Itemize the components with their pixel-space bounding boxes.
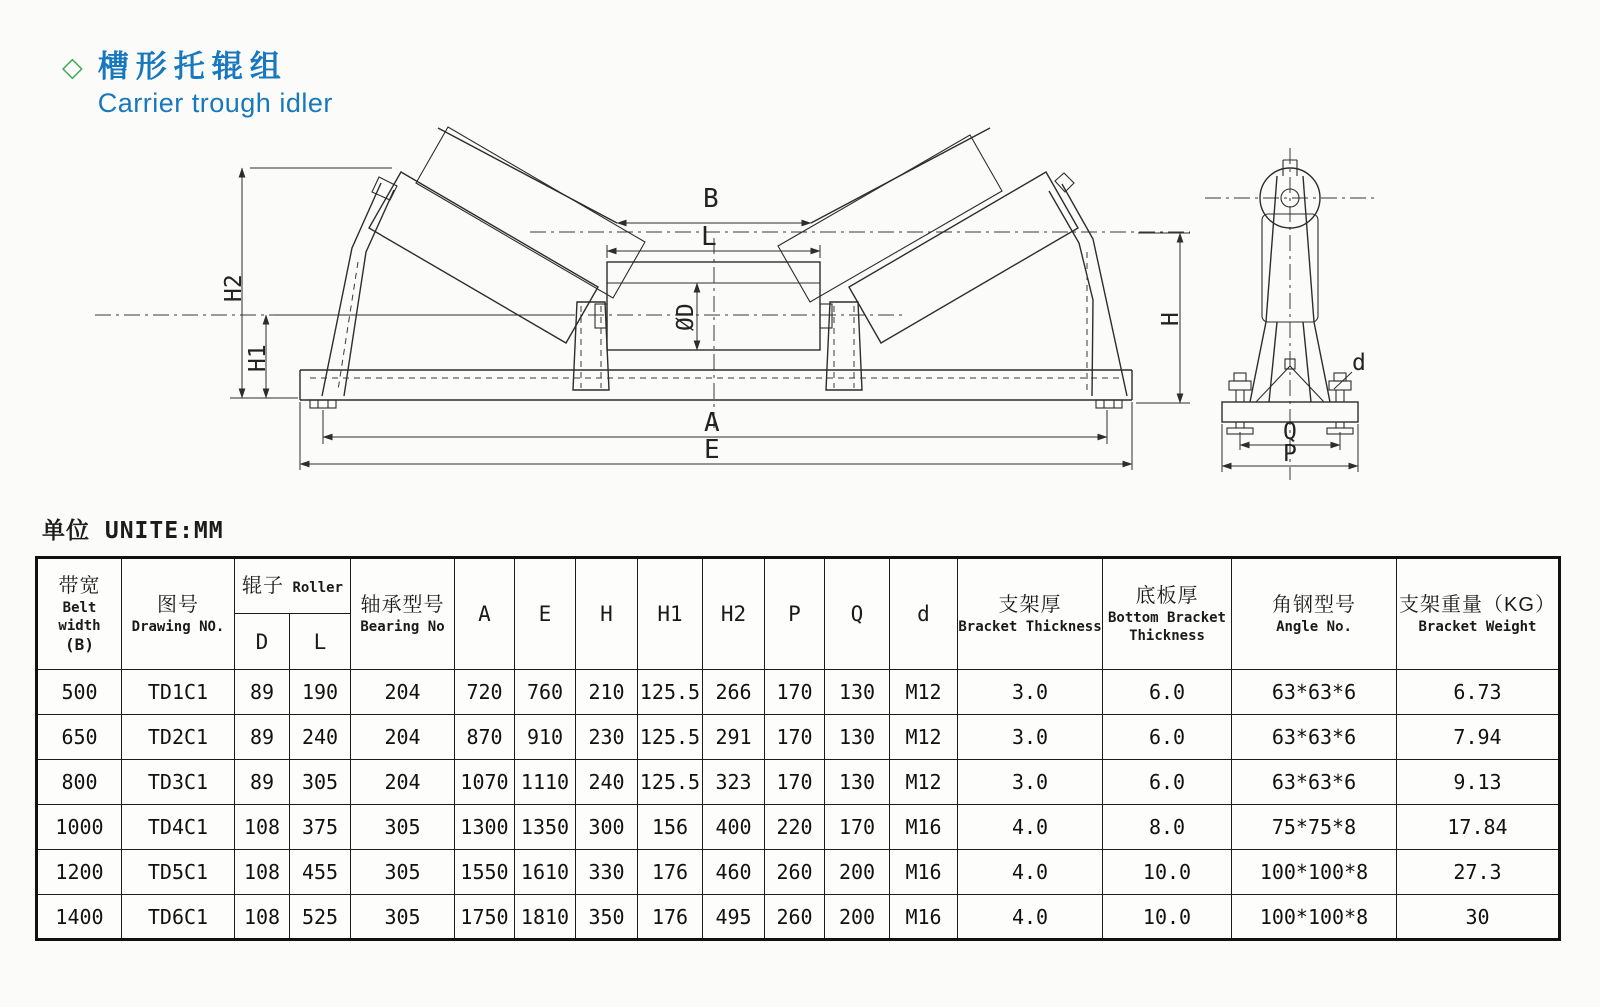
dim-label-D: ØD: [673, 303, 699, 331]
table-cell: 1400: [37, 895, 122, 940]
dim-label-P: P: [1283, 441, 1297, 467]
front-view: [95, 127, 1190, 470]
col-header-roller-L: L: [290, 614, 351, 670]
spec-table-body: [37, 670, 1560, 940]
table-cell: 170: [765, 715, 825, 760]
table-cell: 1350: [515, 805, 576, 850]
table-cell: 130: [825, 760, 890, 805]
left-outer-arm: [322, 177, 397, 396]
table-cell: 4.0: [958, 895, 1103, 940]
table-cell: 27.3: [1397, 850, 1560, 895]
col-header-P: P: [765, 558, 825, 670]
col-header-H: H: [576, 558, 638, 670]
table-cell: 10.0: [1103, 850, 1232, 895]
base-frame: [300, 370, 1132, 408]
table-cell: TD3C1: [122, 760, 235, 805]
right-outer-arm: [1049, 173, 1127, 396]
table-cell: 350: [576, 895, 638, 940]
table-cell: 130: [825, 670, 890, 715]
col-header-H2: H2: [703, 558, 765, 670]
table-cell: 89: [235, 715, 290, 760]
table-cell: 1550: [455, 850, 515, 895]
table-cell: 650: [37, 715, 122, 760]
table-cell: 30: [1397, 895, 1560, 940]
col-header-E: E: [515, 558, 576, 670]
table-cell: TD4C1: [122, 805, 235, 850]
dim-label-H2: H2: [221, 274, 247, 302]
col-header-drawing-no: 图号 Drawing NO.: [122, 558, 235, 670]
table-cell: 3.0: [958, 760, 1103, 805]
table-cell: TD6C1: [122, 895, 235, 940]
table-cell: 200: [825, 895, 890, 940]
unit-label: 单位 UNITE:MM: [42, 518, 224, 544]
table-cell: 305: [290, 760, 351, 805]
table-cell: 200: [825, 850, 890, 895]
table-cell: 10.0: [1103, 895, 1232, 940]
diamond-icon: ◇: [62, 52, 83, 82]
table-cell: 125.5: [638, 760, 703, 805]
table-cell: 4.0: [958, 850, 1103, 895]
dim-label-d: d: [1352, 350, 1366, 376]
table-cell: 6.73: [1397, 670, 1560, 715]
table-cell: 323: [703, 760, 765, 805]
table-cell: 125.5: [638, 670, 703, 715]
table-row: [37, 895, 1560, 940]
table-cell: 1070: [455, 760, 515, 805]
left-roller-near: [369, 172, 598, 343]
table-cell: 6.0: [1103, 760, 1232, 805]
table-cell: 6.0: [1103, 715, 1232, 760]
table-cell: 204: [351, 760, 455, 805]
table-cell: 17.84: [1397, 805, 1560, 850]
table-cell: 176: [638, 895, 703, 940]
table-cell: 305: [351, 805, 455, 850]
table-row: [37, 715, 1560, 760]
col-header-angle-no: 角钢型号 Angle No.: [1232, 558, 1397, 670]
col-header-bracket-thickness: 支架厚 Bracket Thickness: [958, 558, 1103, 670]
table-cell: 8.0: [1103, 805, 1232, 850]
table-cell: 455: [290, 850, 351, 895]
table-cell: 63*63*6: [1232, 715, 1397, 760]
table-cell: 500: [37, 670, 122, 715]
table-cell: 800: [37, 760, 122, 805]
table-cell: 760: [515, 670, 576, 715]
table-cell: 6.0: [1103, 670, 1232, 715]
table-cell: 125.5: [638, 715, 703, 760]
title-block: [62, 50, 333, 118]
table-cell: 300: [576, 805, 638, 850]
table-cell: 1200: [37, 850, 122, 895]
right-roller-near: [849, 172, 1078, 343]
table-cell: 204: [351, 715, 455, 760]
dim-label-Q: Q: [1283, 419, 1297, 445]
table-row: [37, 850, 1560, 895]
table-cell: 1810: [515, 895, 576, 940]
left-roller-far: [416, 127, 645, 298]
col-header-roller: 辊子 Roller: [235, 558, 351, 614]
table-cell: 130: [825, 715, 890, 760]
table-cell: 1300: [455, 805, 515, 850]
anchor-bolt-left: [1227, 373, 1253, 434]
table-cell: 170: [765, 760, 825, 805]
table-cell: 870: [455, 715, 515, 760]
table-cell: 375: [290, 805, 351, 850]
dim-label-A: A: [704, 408, 720, 438]
col-header-A: A: [455, 558, 515, 670]
table-row: [37, 670, 1560, 715]
table-cell: 170: [765, 670, 825, 715]
table-cell: 460: [703, 850, 765, 895]
table-cell: 3.0: [958, 670, 1103, 715]
spec-table: [35, 556, 1561, 941]
table-cell: 75*75*8: [1232, 805, 1397, 850]
col-header-H1: H1: [638, 558, 703, 670]
right-roller-far: [778, 135, 1002, 302]
table-cell: 204: [351, 670, 455, 715]
col-header-bearing: 轴承型号 Bearing No: [351, 558, 455, 670]
col-header-Q: Q: [825, 558, 890, 670]
table-cell: 190: [290, 670, 351, 715]
table-cell: 170: [825, 805, 890, 850]
dim-label-E: E: [704, 435, 720, 465]
table-cell: 108: [235, 805, 290, 850]
dim-label-H1: H1: [245, 344, 271, 372]
table-cell: 495: [703, 895, 765, 940]
table-cell: 3.0: [958, 715, 1103, 760]
table-cell: 910: [515, 715, 576, 760]
col-header-roller-D: D: [235, 614, 290, 670]
table-cell: 4.0: [958, 805, 1103, 850]
table-row: [37, 805, 1560, 850]
table-cell: M12: [890, 760, 958, 805]
table-cell: 1110: [515, 760, 576, 805]
col-header-belt-width: 带宽 Belt width (B): [37, 558, 122, 670]
table-cell: M16: [890, 805, 958, 850]
col-header-d: d: [890, 558, 958, 670]
table-cell: 7.94: [1397, 715, 1560, 760]
table-cell: 240: [290, 715, 351, 760]
table-cell: 266: [703, 670, 765, 715]
table-cell: 330: [576, 850, 638, 895]
dim-label-H: H: [1158, 312, 1184, 326]
col-header-bracket-weight: 支架重量（KG） Bracket Weight: [1397, 558, 1560, 670]
side-view: [1205, 148, 1375, 480]
table-cell: 108: [235, 850, 290, 895]
col-header-bottom-bracket-thickness: 底板厚 Bottom Bracket Thickness: [1103, 558, 1232, 670]
table-cell: 89: [235, 760, 290, 805]
table-cell: 108: [235, 895, 290, 940]
table-cell: 1610: [515, 850, 576, 895]
table-cell: 63*63*6: [1232, 760, 1397, 805]
dim-label-L: L: [701, 222, 717, 252]
table-cell: 720: [455, 670, 515, 715]
table-cell: 305: [351, 895, 455, 940]
page-title-en: Carrier trough idler: [97, 88, 333, 118]
table-cell: 291: [703, 715, 765, 760]
table-cell: 400: [703, 805, 765, 850]
table-cell: 89: [235, 670, 290, 715]
table-cell: 9.13: [1397, 760, 1560, 805]
table-cell: 220: [765, 805, 825, 850]
table-cell: 525: [290, 895, 351, 940]
table-cell: TD1C1: [122, 670, 235, 715]
table-cell: TD2C1: [122, 715, 235, 760]
table-cell: 100*100*8: [1232, 850, 1397, 895]
table-cell: 210: [576, 670, 638, 715]
table-cell: 156: [638, 805, 703, 850]
table-cell: 1750: [455, 895, 515, 940]
anchor-bolt-right: [1327, 373, 1353, 434]
table-cell: M12: [890, 670, 958, 715]
table-cell: 260: [765, 895, 825, 940]
table-cell: 100*100*8: [1232, 895, 1397, 940]
table-cell: 1000: [37, 805, 122, 850]
dim-label-B: B: [703, 184, 719, 214]
table-cell: M16: [890, 895, 958, 940]
table-cell: 305: [351, 850, 455, 895]
table-cell: 260: [765, 850, 825, 895]
table-cell: M12: [890, 715, 958, 760]
table-cell: TD5C1: [122, 850, 235, 895]
page-title-zh: 槽形托辊组: [97, 49, 288, 84]
table-cell: M16: [890, 850, 958, 895]
table-cell: 240: [576, 760, 638, 805]
table-cell: 63*63*6: [1232, 670, 1397, 715]
table-cell: 230: [576, 715, 638, 760]
table-cell: 176: [638, 850, 703, 895]
table-row: [37, 760, 1560, 805]
